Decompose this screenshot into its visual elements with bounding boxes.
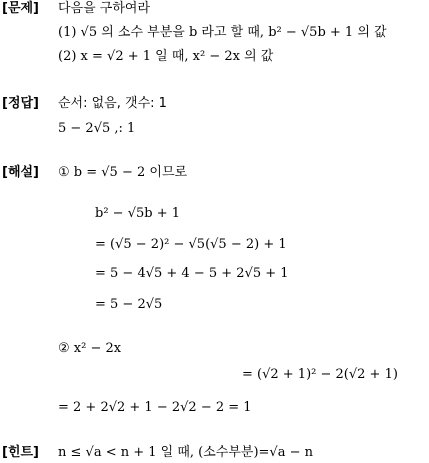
solution-step1-line1: b² − √5b + 1: [95, 206, 180, 221]
problem-label: [문제]: [2, 1, 39, 16]
solution-step1-line2: = (√5 − 2)² − √5(√5 − 2) + 1: [95, 237, 287, 252]
solution-step2-line1: = (√2 + 1)² − 2(√2 + 1): [242, 367, 398, 382]
solution-step2-intro: ② x² − 2x: [58, 341, 122, 356]
solution-step1-intro: ① b = √5 − 2 이므로: [58, 165, 188, 180]
hint-text: n ≤ √a < n + 1 일 때, (소수부분)=√a − n: [58, 445, 313, 460]
solution-step2-line2: = 2 + 2√2 + 1 − 2√2 − 2 = 1: [58, 400, 252, 415]
answer-label: [정답]: [2, 96, 39, 111]
answer-meta: 순서: 없음, 갯수: 1: [58, 96, 167, 111]
problem-part-1: (1) √5 의 소수 부분을 b 라고 할 때, b² − √5b + 1 의 값: [58, 25, 387, 40]
hint-label: [힌트]: [2, 445, 39, 460]
problem-part-2: (2) x = √2 + 1 일 때, x² − 2x 의 값: [58, 49, 274, 64]
problem-instruction: 다음을 구하여라: [58, 1, 151, 16]
answer-values: 5 − 2√5 ,: 1: [58, 121, 136, 136]
solution-label: [해설]: [2, 165, 39, 180]
solution-step1-line3: = 5 − 4√5 + 4 − 5 + 2√5 + 1: [95, 266, 289, 281]
solution-step1-line4: = 5 − 2√5: [95, 297, 163, 312]
